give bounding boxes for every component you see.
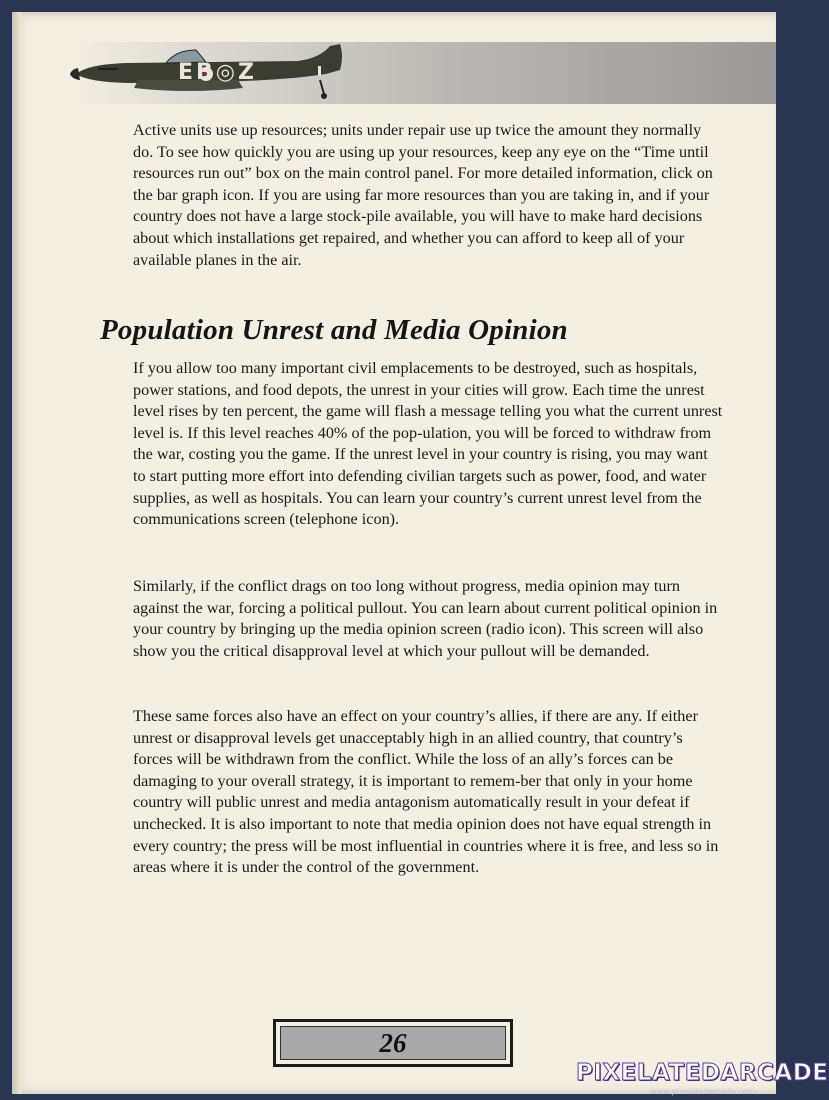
paragraph-media-opinion: Similarly, if the conflict drags on too long without progress, media opinion may turn against the war, forcing a political pullout. You can learn about current political opinion in your country by bringing up the media opinion screen (radio icon). This screen will also show you the critical disapproval level at which your pullout will be demanded. [133, 577, 718, 660]
page-number: 26 [379, 1027, 407, 1058]
paragraph-unrest: If you allow too many important civil emplacements to be destroyed, such as hospitals, power stations, and food depots, the unrest in your cities will grow. Each time the unrest level rises by ten percent, the game will flash a message telling you what the current unrest level is. If this level reaches 40% of the pop-ulation, you will be forced to withdraw from the war, costing you the game. If the unrest level in your country is rising, you may want to start putting more effort into defending civilian targets such as power, food, and water supplies, as well as hospitals. You can learn your country’s current unrest level from the communications screen (telephone icon). [133, 359, 723, 529]
watermark-url: www.pixelatedarcade.com [650, 1087, 756, 1096]
section-heading: Population Unrest and Media Opinion [100, 314, 568, 346]
page-number-box [273, 1019, 513, 1067]
paragraph-allies: These same forces also have an effect on your country’s allies, if there are any. If either unrest or disapproval levels get unacceptably high in an allied country, that country’s forces will be withdrawn from the conflict. While the loss of an ally’s forces can be damaging to your overall strategy, it is important to remem-ber that only in your home country will public unrest and media antagonism automatically result in your defeat if unchecked. It is also important to note that media opinion does not have equal strength in every country; the press will be most influential in countries where it is free, and less so in areas where it is under the control of the government. [133, 707, 719, 877]
page-number-panel [280, 1026, 506, 1060]
page-binding-edge [12, 12, 22, 1094]
aircraft-markings: EB◎Z [178, 60, 257, 85]
paragraph-resources: Active units use up resources; units under repair use up twice the amount they normally do. To see how quickly you are using up your resources, keep any eye on the “Time until resources run out” box on the main control panel. For more detailed information, click on the bar graph icon. If you are using far more resources than you are taking in, and if your country does not have a large stock-pile available, you will have to make hard decisions about which installations get repaired, and whether you can afford to keep all of your available planes in the air. [133, 121, 713, 269]
watermark-title: PIXELATEDARCADE [576, 1060, 829, 1086]
